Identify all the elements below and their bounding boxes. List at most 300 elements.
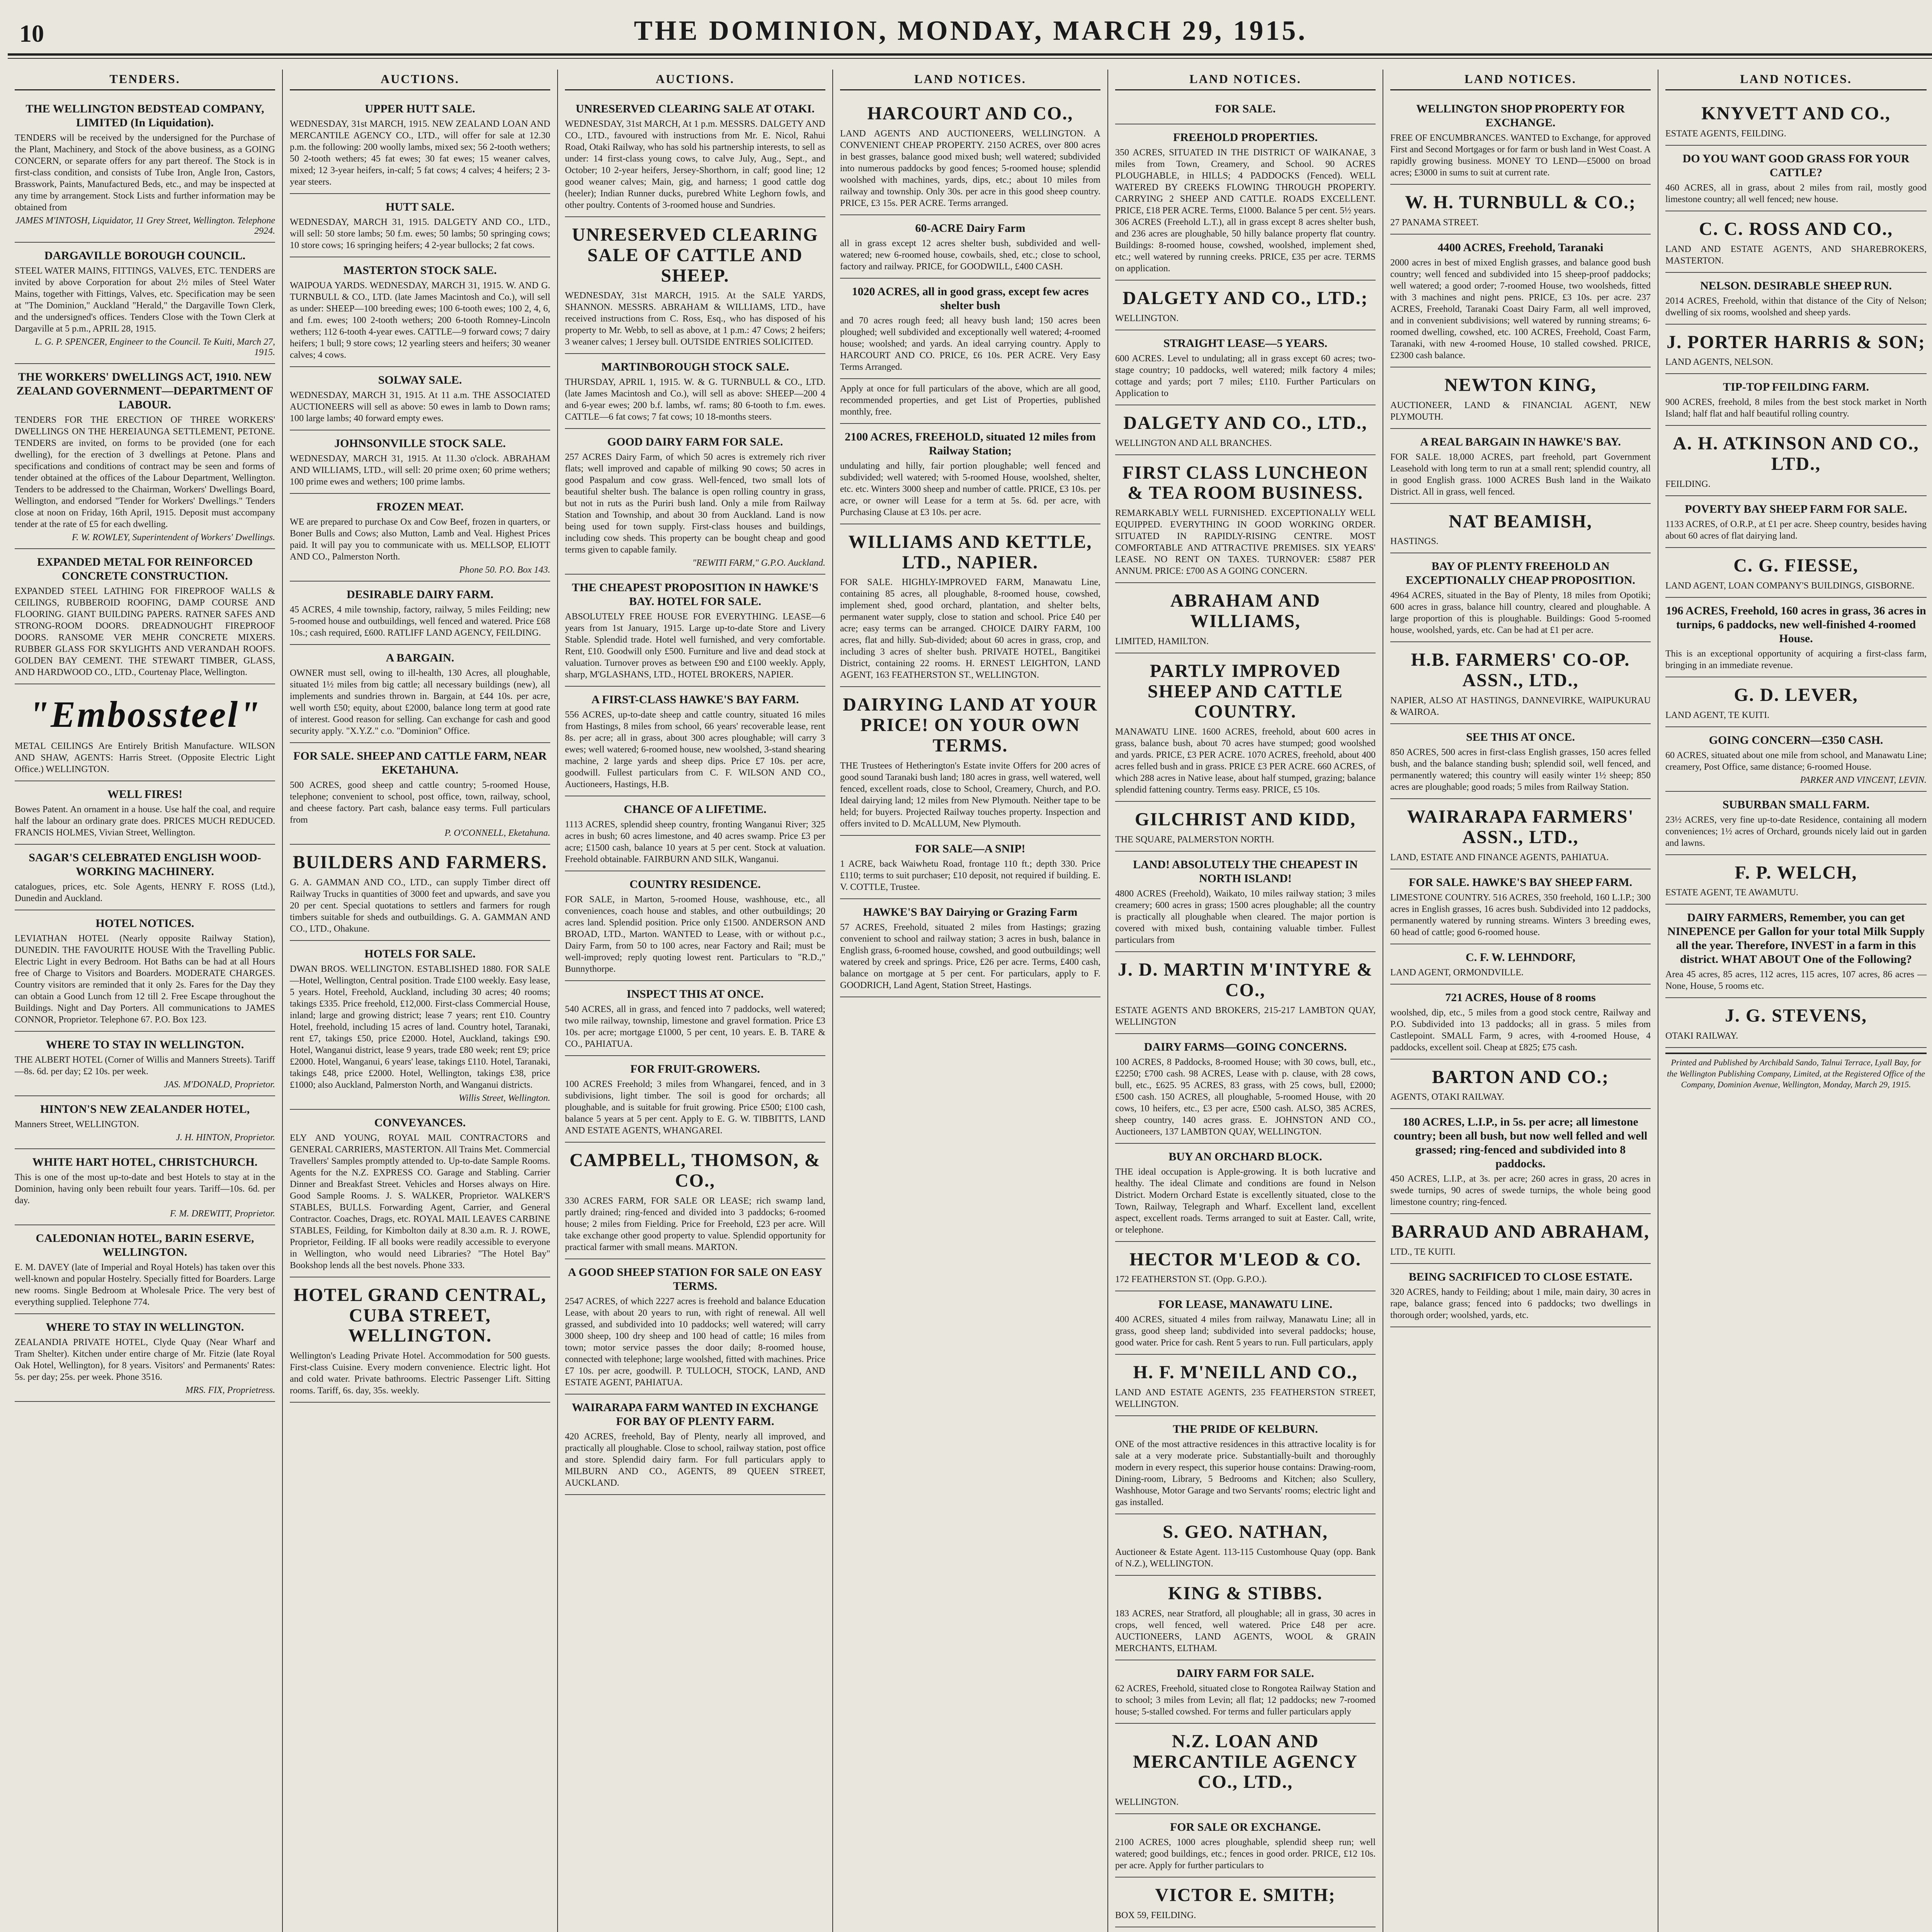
ad-title: GOING CONCERN—£350 CASH. bbox=[1709, 733, 1883, 747]
advertisement bbox=[290, 367, 550, 430]
ad-title: FOR SALE—A SNIP! bbox=[915, 842, 1026, 855]
ad-body: 45 ACRES, 4 mile township, factory, railway, 5 miles Feilding; new 5-roomed house and outbuildings, well fenced and watered. Price £68 10s.; cash required, £600. RATLIFF LAND AGENCY, FEILDING. bbox=[290, 605, 550, 638]
advertisement bbox=[1115, 583, 1376, 653]
ad-signature: JAMES M'INTOSH, Liquidator, 11 Grey Street, Wellington. Telephone 2924. bbox=[15, 216, 275, 236]
column-heading: LAND NOTICES. bbox=[1390, 70, 1651, 90]
advertisement bbox=[1115, 952, 1376, 1034]
advertisement bbox=[15, 549, 275, 684]
advertisement bbox=[15, 1225, 275, 1314]
advertisement bbox=[290, 845, 550, 941]
advertisement bbox=[1665, 998, 1927, 1048]
advertisement bbox=[1115, 1514, 1376, 1576]
ad-title: DAIRYING LAND AT YOUR PRICE! ON YOUR OWN TERMS. bbox=[843, 694, 1098, 756]
ad-title: FROZEN MEAT. bbox=[376, 500, 464, 513]
ad-title: WAIRARAPA FARMERS' ASSN., LTD., bbox=[1407, 806, 1634, 847]
ad-title: BAY OF PLENTY FREEHOLD AN EXCEPTIONALLY CHEAP PROPOSITION. bbox=[1406, 560, 1635, 587]
ad-body: 27 PANAMA STREET. bbox=[1390, 217, 1479, 228]
ad-body: THE ideal occupation is Apple-growing. It is both lucrative and healthy. The ideal Climate and conditions are found in Nelson District. Modern Orchard Estate is excellently situated, close to the Town, Railway, Telegraph and Wharf. Excellent land, excellent aspect, excellent roads. Terms arranged to suit at Easter. Call, write, or telephone. bbox=[1115, 1167, 1376, 1235]
ad-body: OTAKI RAILWAY. bbox=[1665, 1031, 1738, 1041]
advertisement bbox=[840, 279, 1100, 379]
ad-title: BUILDERS AND FARMERS. bbox=[293, 852, 548, 872]
ad-title: WHITE HART HOTEL, CHRISTCHURCH. bbox=[32, 1156, 258, 1168]
ad-body: WEDNESDAY, 31st MARCH, 1915. NEW ZEALAND LOAN AND MERCANTILE AGENCY CO., LTD., will offer for sale at 12.30 p.m. the following: 200 woolly lambs, mixed sex; 56 2-tooth wethers; 50 2-tooth wethers; 45 fat ewes; 30 fat ewes; 15 weaner calves, mixed; 12 3-year heifers, in-calf; 5 fat cows; 4 calves; 4 heifers; 2 3-year steers. bbox=[290, 119, 550, 187]
advertisement bbox=[565, 1259, 825, 1395]
ad-title: C. C. ROSS AND CO., bbox=[1699, 218, 1893, 239]
ad-title: UPPER HUTT SALE. bbox=[365, 102, 475, 115]
ad-title: H.B. FARMERS' CO-OP. ASSN., LTD., bbox=[1411, 650, 1630, 691]
advertisement bbox=[1390, 504, 1651, 554]
advertisement bbox=[15, 1314, 275, 1402]
ad-body: Apply at once for full particulars of the above, which are all good, recommended properties, and get List of Properties, published monthly, free. bbox=[840, 383, 1100, 417]
ad-body: E. M. DAVEY (late of Imperial and Royal Hotels) has taken over this well-known and popular Hostelry. Specially fitted for Boarders. Large new rooms. Single Bedroom at Wholesale Price. The very best of everything supplied. Telephone 774. bbox=[15, 1262, 275, 1307]
ad-title: FOR FRUIT-GROWERS. bbox=[630, 1063, 760, 1076]
column-heading: AUCTIONS. bbox=[565, 70, 825, 90]
ad-title: CAMPBELL, THOMSON, & CO., bbox=[570, 1150, 821, 1191]
advertisement bbox=[1115, 1814, 1376, 1878]
ad-body: Area 45 acres, 85 acres, 112 acres, 115 acres, 107 acres, 86 acres — None, House, 5 rooms etc. bbox=[1665, 969, 1927, 992]
ad-title: DARGAVILLE BOROUGH COUNCIL. bbox=[44, 249, 246, 262]
ad-signature: MRS. FIX, Proprietress. bbox=[185, 1385, 275, 1395]
ad-body: G. A. GAMMAN AND CO., LTD., can supply Timber direct off Railway Trucks in quantities of 3000 feet and upwards, and save you 20 per cent. Special quotations to settlers and farmers for rough timbers suitable for sheds and outbuildings. G. A. GAMMAN AND CO., LTD., Ohakune. bbox=[290, 877, 550, 934]
advertisement bbox=[1665, 496, 1927, 548]
ad-body: LAND AGENT, TE KUITI. bbox=[1665, 710, 1770, 720]
ad-body: LAND AND ESTATE AGENTS, 235 FEATHERSTON STREET, WELLINGTON. bbox=[1115, 1388, 1376, 1410]
ad-title: LAND! ABSOLUTELY THE CHEAPEST IN NORTH ISLAND! bbox=[1133, 858, 1358, 885]
ad-title: BARTON AND CO.; bbox=[1432, 1066, 1609, 1087]
advertisement bbox=[290, 1110, 550, 1277]
ad-body: undulating and hilly, fair portion ploughable; well fenced and subdivided; well watered; with 5-roomed House, woolshed, shelter, etc. etc. Winters 3000 sheep and number of cattle. PRICE, £3 10s. per acre, or owner will Lease for a term at 5s. 6d. per acre, with Purchasing Clause at £3 10s. per acre. bbox=[840, 461, 1100, 517]
advertisement bbox=[290, 257, 550, 367]
advertisement bbox=[565, 981, 825, 1056]
column-heading: AUCTIONS. bbox=[290, 70, 550, 90]
advertisement bbox=[565, 429, 825, 575]
ad-body: DWAN BROS. WELLINGTON. ESTABLISHED 1880. FOR SALE—Hotel, Wellington, Central position. Trade £100 weekly. Easy lease, 5 years. Hotel, Freehold, Auckland, including 30 acres; 40 rooms; takings £335. Price freehold, £12,000. First-class Commercial House, inland; large and growing district; lease 7 years; rent £10. Country Hotel, freehold, including 15 acres of land. Country hotel, Taranaki, rent £7, takings £50, price £2000. Hotel, Auckland, takings £90. Hotel, Wanganui district, lease 9 years, trade £80 week; rent £9; price £2000. Hotel, Wanganui, 6 years' lease, takings £110. Hotel, Taranaki, takings £48, price £2000. Hotel, Wellington, takings £38, price £1000; also Auckland, Palmerston North, and Wanganui districts. bbox=[290, 964, 550, 1090]
advertisement bbox=[15, 845, 275, 910]
ad-body: WEDNESDAY, MARCH 31, 1915. DALGETY AND CO., LTD., will sell: 50 store lambs; 50 f.m. ewes; 50 lambs; 50 springing cows; 10 store cows; 16 springing heifers; 4 2-year bullocks; 2 fat cows. bbox=[290, 217, 550, 250]
advertisement bbox=[1390, 429, 1651, 504]
ad-title: HOTEL NOTICES. bbox=[95, 917, 194, 930]
advertisement bbox=[1390, 185, 1651, 235]
advertisement bbox=[15, 781, 275, 845]
ad-body: FOR SALE, in Marton, 5-roomed House, washhouse, etc., all conveniences, coach house and stables, and other outbuildings; 20 acres land. Splendid position. Price only £1500. ANDERSON AND BROAD, LTD., Marton. WANTED to Lease, with or without p.c., Dairy Farm, from 50 to 100 acres, near Factory and Rail; must be well-improved; reply quoting lowest rent. Particulars to "R.D.," Bunnythorpe. bbox=[565, 895, 825, 975]
advertisement bbox=[1665, 598, 1927, 677]
ad-title: 4400 ACRES, Freehold, Taranaki bbox=[1437, 241, 1604, 254]
advertisement bbox=[565, 217, 825, 354]
ad-title: NAT BEAMISH, bbox=[1449, 511, 1592, 532]
ad-body: WE are prepared to purchase Ox and Cow Beef, frozen in quarters, or Boner Bulls and Cows; also Mutton, Lamb and Veal. Highest Prices paid. It will pay you to communicate with us. MELLSOP, ELIOTT AND CO., Palmerston North. bbox=[290, 517, 550, 562]
advertisement bbox=[1665, 211, 1927, 273]
ad-title: KING & STIBBS. bbox=[1168, 1583, 1323, 1604]
ad-title: WILLIAMS AND KETTLE, LTD., NAPIER. bbox=[848, 531, 1092, 573]
ad-title: WELLINGTON SHOP PROPERTY FOR EXCHANGE. bbox=[1416, 102, 1625, 129]
advertisement bbox=[1665, 792, 1927, 855]
ad-body: 600 ACRES. Level to undulating; all in grass except 60 acres; two-stage country; 10 paddocks, well watered; milk factory 4 miles; cottage and yards; port 7 miles; £110. Further Particulars on Application to bbox=[1115, 353, 1376, 398]
ad-title: HOTEL GRAND CENTRAL, CUBA STREET, WELLINGTON. bbox=[293, 1284, 547, 1346]
advertisement bbox=[565, 354, 825, 429]
advertisement bbox=[840, 424, 1100, 524]
ad-body: WEDNESDAY, MARCH 31, 1915. At 11.30 o'clock. ABRAHAM AND WILLIAMS, LTD., will sell: 20 prime oxen; 60 prime wethers; 100 prime ewes and wethers; 100 prime lambs. bbox=[290, 454, 550, 487]
column-heading: LAND NOTICES. bbox=[840, 70, 1100, 90]
ad-title: 721 ACRES, House of 8 rooms bbox=[1445, 991, 1596, 1004]
advertisement bbox=[1665, 548, 1927, 598]
ad-body: 450 ACRES, L.I.P., at 3s. per acre; 260 acres in grass, 20 acres in swede turnips, 90 acres of swede turnips, the whole being good limestone country; ring-fenced. bbox=[1390, 1174, 1651, 1208]
ad-body: 172 FEATHERSTON ST. (Opp. G.P.O.). bbox=[1115, 1274, 1267, 1285]
ad-body: 400 ACRES, situated 4 miles from railway, Manawatu Line; all in grass, good sheep land; subdivided into several paddocks; house, good water. Price for cash. Rent 5 years to run. Full particulars, apply bbox=[1115, 1315, 1376, 1348]
advertisement bbox=[1115, 405, 1376, 455]
ad-title: FOR LEASE, MANAWATU LINE. bbox=[1158, 1298, 1333, 1311]
advertisement bbox=[840, 836, 1100, 899]
ad-title: J. PORTER HARRIS & SON; bbox=[1667, 332, 1925, 352]
ad-body: WELLINGTON AND ALL BRANCHES. bbox=[1115, 438, 1272, 448]
ad-title: WELL FIRES! bbox=[107, 788, 183, 801]
ad-title: S. GEO. NATHAN, bbox=[1163, 1522, 1328, 1543]
advertisement bbox=[15, 243, 275, 364]
ad-body: TENDERS FOR THE ERECTION OF THREE WORKERS' DWELLINGS ON THE HEREIAUNGA SETTLEMENT, PETONE. TENDERS are invited, on forms to be provided (one for each dwelling), for the erection of 3 dwellings at Petone. Plans and specifications and conditions of contract may be seen and forms of tender obtained at the offices of the Labour Department, Wellington. Tenders to be addressed to the Chairman, Workers' Dwellings Board, Wellington, and endorsed "Tender for Workers' Dwellings." Tenders close at noon on Friday, 16th April, 1915. Deposit must accompany tender at the rate of £5 for each dwelling. bbox=[15, 415, 275, 529]
ad-body: AGENTS, OTAKI RAILWAY. bbox=[1390, 1092, 1504, 1102]
advertisement bbox=[1390, 1264, 1651, 1327]
ad-title: CALEDONIAN HOTEL, BARIN ESERVE, WELLINGTON. bbox=[36, 1232, 254, 1259]
advertisement bbox=[15, 684, 275, 781]
ad-title: WHERE TO STAY IN WELLINGTON. bbox=[46, 1038, 244, 1051]
ad-title: FIRST CLASS LUNCHEON & TEA ROOM BUSINESS. bbox=[1122, 462, 1369, 503]
ad-body: 100 ACRES Freehold; 3 miles from Whangarei, fenced, and in 3 subdivisions, light timber. The soil is good for orchards; all ploughable, and is suitable for fruit growing. Price £500; £100 cash, balance 5 years at 5 per cent. Apply to E. G. W. TIBBITTS, LAND AND ESTATE AGENTS, WHANGAREI. bbox=[565, 1079, 825, 1136]
ad-body: LAND AGENT, ORMONDVILLE. bbox=[1390, 967, 1524, 978]
ad-body: 540 ACRES, all in grass, and fenced into 7 paddocks, well watered; two mile railway, township, limestone and gravel formation. Price £3 10s. per acre; mortgage £1000, 5 per cent, 10 years. E. B. TARE & CO., PAHIATUA. bbox=[565, 1004, 825, 1049]
advertisement bbox=[1665, 426, 1927, 496]
ad-title: THE PRIDE OF KELBURN. bbox=[1173, 1423, 1318, 1436]
ad-title: C. F. W. LEHNDORF, bbox=[1466, 951, 1575, 964]
advertisement bbox=[1665, 727, 1927, 792]
ad-signature: F. W. ROWLEY, Superintendent of Workers' Dwellings. bbox=[71, 532, 275, 543]
ad-title: N.Z. LOAN AND MERCANTILE AGENCY CO., LTD., bbox=[1133, 1731, 1358, 1793]
advertisement bbox=[290, 941, 550, 1110]
advertisement bbox=[15, 1096, 275, 1149]
ad-body: 320 ACRES, handy to Feilding; about 1 mile, main dairy, 30 acres in rape, balance grass; fenced into 6 paddocks; two dwellings in thorough order; woolshed, yards, etc. bbox=[1390, 1287, 1651, 1321]
advertisement bbox=[1390, 799, 1651, 869]
ad-title: HOTELS FOR SALE. bbox=[364, 947, 476, 960]
advertisement bbox=[1665, 273, 1927, 325]
masthead-rule bbox=[8, 58, 1932, 59]
ad-title: 196 ACRES, Freehold, 160 acres in grass, 36 acres in turnips, 6 paddocks, new well-finished 4-roomed House. bbox=[1666, 604, 1926, 645]
advertisement bbox=[15, 96, 275, 243]
ad-signature: JAS. M'DONALD, Proprietor. bbox=[164, 1080, 275, 1090]
advertisement bbox=[1115, 1355, 1376, 1416]
advertisement bbox=[290, 96, 550, 194]
ad-title: NELSON. DESIRABLE SHEEP RUN. bbox=[1700, 279, 1892, 292]
page-number: 10 bbox=[19, 20, 44, 47]
ad-body: LAND AGENTS, NELSON. bbox=[1665, 357, 1773, 367]
ad-title: BEING SACRIFICED TO CLOSE ESTATE. bbox=[1408, 1270, 1633, 1284]
ad-body: METAL CEILINGS Are Entirely British Manufacture. WILSON AND SHAW, AGENTS: Harris Street. (Opposite Electric Light Office.) WELLINGTON. bbox=[15, 741, 275, 774]
ad-body: 1133 ACRES, of O.R.P., at £1 per acre. Sheep country, besides having about 60 acres of flat dairying land. bbox=[1665, 519, 1927, 541]
ad-body: 556 ACRES, up-to-date sheep and cattle country, situated 16 miles from Hastings, 8 miles from school, 66 years' recoverable lease, rent 8s. per acre; all in grass, about 300 acres ploughable; will carry 3 ewes; well watered; 6-roomed house, new woolshed, 3-stand shearing machine, 2 large yards and sheep dips. Price £7 10s. per acre, goodwill. Fullest particulars from C. F. WILSON AND CO., Auctioneers, Hastings, H.B. bbox=[565, 710, 825, 790]
ad-body: 183 ACRES, near Stratford, all ploughable; all in grass, 30 acres in crops, well fenced, well watered. Price £48 per acre. AUCTIONEERS, LAND AGENTS, WOOL & GRAIN MERCHANTS, ELTHAM. bbox=[1115, 1608, 1376, 1653]
advertisement bbox=[1390, 642, 1651, 724]
ad-body: LIMITED, HAMILTON. bbox=[1115, 636, 1209, 646]
ad-body: 257 ACRES Dairy Farm, of which 50 acres is extremely rich river flats; well improved and capable of milking 90 cows; 50 acres in good Paspalum and cow grass. Well-fenced, two small lots of beautiful shelter bush. The balance is open rolling country in grass, but not in ruts as the Puriri bush land. Only a mile from Railway Station and Township, and about 30 from Auckland. Land is now being used for town supply. First-class houses and buildings, including cow sheds. This property can be bought cheap and good terms given to capable family. bbox=[565, 452, 825, 555]
advertisement bbox=[1115, 1878, 1376, 1927]
ad-title: WAIRARAPA FARM WANTED IN EXCHANGE FOR BAY OF PLENTY FARM. bbox=[571, 1401, 819, 1428]
ad-body: BOX 59, FEILDING. bbox=[1115, 1910, 1196, 1920]
advertisement bbox=[565, 796, 825, 871]
ad-title: 180 ACRES, L.I.P., in 5s. per acre; all limestone country; been all bush, but now well felled and well grassed; ring-fenced and subdivided into 8 paddocks. bbox=[1393, 1116, 1648, 1170]
ad-body: 460 ACRES, all in grass, about 2 miles from rail, mostly good limestone country; all well fenced; new house. bbox=[1665, 182, 1927, 204]
ad-body: FEILDING. bbox=[1665, 479, 1711, 489]
ad-title: F. P. WELCH, bbox=[1735, 862, 1857, 883]
ad-body: 2014 ACRES, Freehold, within that distance of the City of Nelson; dwelling of six rooms, woolshed and sheep yards. bbox=[1665, 296, 1927, 318]
ad-signature: PARKER AND VINCENT, LEVIN. bbox=[1800, 775, 1927, 785]
ad-title: C. G. FIESSE, bbox=[1733, 555, 1859, 576]
ad-title: DESIRABLE DAIRY FARM. bbox=[347, 588, 493, 601]
advertisement bbox=[840, 96, 1100, 215]
advertisement bbox=[290, 494, 550, 582]
ad-body: This is one of the most up-to-date and best Hotels to stay at in the Dominion, having only been rebuilt four years. Tariff—10s. 6d. per day. bbox=[15, 1172, 275, 1206]
column-heading: TENDERS. bbox=[15, 70, 275, 90]
ad-body: and 70 acres rough feed; all heavy bush land; 150 acres been ploughed; well subdivided and exceptionally well watered; 4-roomed house; woolshed; and yards. An ideal carrying country. Apply to HARCOURT AND CO. PRICE, £6 10s. PER ACRE. Very Easy Terms Arranged. bbox=[840, 315, 1100, 372]
ad-signature: Phone 50. P.O. Box 143. bbox=[459, 565, 550, 575]
ad-title: FOR SALE. SHEEP AND CATTLE FARM, NEAR EKETAHUNA. bbox=[293, 750, 547, 776]
ad-body: 1 ACRE, back Waiwhetu Road, frontage 110 ft.; depth 330. Price £110; terms to suit purchaser; £10 deposit, not required if building. E. V. COTTLE, Trustee. bbox=[840, 859, 1100, 892]
ad-body: 60 ACRES, situated about one mile from school, and Manawatu Line; creamery, Post Office, same distance; 6-roomed House. bbox=[1665, 750, 1927, 772]
ad-body: THURSDAY, APRIL 1, 1915. W. & G. TURNBULL & CO., LTD. (late James Macintosh and Co.), will sell as above: SHEEP—200 4 and 6-year ewes; 200 b.f. lambs, wf. rams; 80 6-tooth to f.m. ewes. CATTLE—6 fat cows; 7 fat cows; 10 18-months steers. bbox=[565, 377, 825, 422]
ad-title: SEE THIS AT ONCE. bbox=[1466, 730, 1575, 743]
ad-title: J. G. STEVENS, bbox=[1725, 1005, 1867, 1026]
advertisement bbox=[1390, 724, 1651, 799]
ad-body: AUCTIONEER, LAND & FINANCIAL AGENT, NEW PLYMOUTH. bbox=[1390, 400, 1651, 422]
ad-title: EXPANDED METAL FOR REINFORCED CONCRETE CONSTRUCTION. bbox=[37, 556, 253, 582]
ad-signature: L. G. P. SPENCER, Engineer to the Council. Te Kuiti, March 27, 1915. bbox=[35, 337, 275, 357]
page-title: THE DOMINION, MONDAY, MARCH 29, 1915. bbox=[634, 15, 1308, 46]
ad-title: J. D. MARTIN M'INTYRE & CO., bbox=[1117, 959, 1373, 1000]
column-2 bbox=[283, 70, 558, 1932]
ad-body: FOR SALE. 18,000 ACRES, part freehold, part Government Leasehold with long term to run at a small rent; splendid country, all in good English grass. 1000 ACRES Bush land in the Waikato District. All in grass, well fenced. bbox=[1390, 452, 1651, 497]
ad-title: KNYVETT AND CO., bbox=[1701, 103, 1891, 124]
ad-body: 900 ACRES, freehold, 8 miles from the best stock market in North Island; half flat and half beautiful rolling country. bbox=[1665, 397, 1927, 419]
ad-title: DAIRY FARMERS, Remember, you can get NINEPENCE per Gallon for your total Milk Supply all the year. Therefore, INVEST in a farm in this district. WHAT ABOUT One of the Following? bbox=[1667, 911, 1925, 966]
ad-body: ESTATE AGENTS AND BROKERS, 215-217 LAMBTON QUAY, WELLINGTON bbox=[1115, 1005, 1376, 1027]
advertisement bbox=[1115, 1416, 1376, 1514]
ad-title: SUBURBAN SMALL FARM. bbox=[1722, 798, 1870, 811]
advertisement bbox=[1390, 1109, 1651, 1214]
ad-body: THE ALBERT HOTEL (Corner of Willis and Manners Streets). Tariff—8s. 6d. per day; £2 10s. per week. bbox=[15, 1055, 275, 1077]
ad-body: woolshed, dip, etc., 5 miles from a good stock centre, Railway and P.O. Subdivided into 13 paddocks; all in grass. 5 miles from Castlepoint. SMALL Farm, 9 acres, with 4-roomed House, 4 paddocks, excellent soil. Cheap at £825; £75 cash. bbox=[1390, 1007, 1651, 1053]
ad-body: EXPANDED STEEL LATHING FOR FIREPROOF WALLS & CEILINGS, RUBBEROID ROOFING, DAMP COURSE AND FLOORING. GIANT BUILDING PAPERS. RATNER SAFES AND STRONG-ROOM DOORS. DREADNOUGHT FIREPROOF DOORS. RANSOME VER MEHR CONCRETE MIXERS. RUBBER GLASS FOR SKYLIGHTS AND VERANDAH ROOFS. GOLDEN BAY CEMENT. THE STEWART TIMBER, GLASS, AND HARDWOOD CO., LTD., Courtenay Place, Wellington. bbox=[15, 586, 275, 677]
masthead bbox=[8, 8, 1932, 56]
advertisement bbox=[565, 96, 825, 217]
ad-title: FOR SALE OR EXCHANGE. bbox=[1170, 1821, 1321, 1834]
ad-body: THE SQUARE, PALMERSTON NORTH. bbox=[1115, 834, 1274, 845]
advertisement bbox=[1665, 905, 1927, 998]
advertisement bbox=[15, 910, 275, 1032]
column-3 bbox=[558, 70, 833, 1932]
advertisement bbox=[1115, 1576, 1376, 1660]
ad-title: SOLWAY SALE. bbox=[378, 374, 462, 386]
advertisement bbox=[1390, 553, 1651, 642]
column-4 bbox=[833, 70, 1108, 1932]
ad-body: 23½ ACRES, very fine up-to-date Residence, containing all modern conveniences; 1½ acres of Orchard, grounds nicely laid out in garden and lawns. bbox=[1665, 815, 1927, 848]
ad-body: 2547 ACRES, of which 2227 acres is freehold and balance Education Lease, with about 20 years to run, with right of renewal. All well grassed, and subdivided into 10 paddocks; well watered; will carry 3000 sheep, 100 dry sheep and 100 head of cattle; 16 miles from town; motor service passes the door daily; 8-roomed house, connected with telephone; large woolshed, fitted with machines. Price £7 10s. per acre, goodwill. P. TULLOCH, STOCK, LAND, AND ESTATE AGENT, PAHIATUA. bbox=[565, 1296, 825, 1388]
ad-body: TENDERS will be received by the undersigned for the Purchase of the Plant, Machinery, and Stock of the above business, as a GOING CONCERN, or separate offers for any part thereof. The Stock is in first-class condition, and consists of Tube Iron, Angle Iron, Castors, Brasswork, Paints, Manufactured Beds, etc., and may be inspected at any time by arrangement. Stock Lists and further information may be obtained from bbox=[15, 133, 275, 213]
ad-title: GILCHRIST AND KIDD, bbox=[1135, 809, 1356, 830]
ad-body: 57 ACRES, Freehold, situated 2 miles from Hastings; grazing convenient to school and railway station; 3 acres in bush, balance in English grass, 6-roomed house, cowshed, and good outbuildings; well watered by creek and springs. Price, £26 per acre. Terms, £400 cash, balance on mortgage at 5 per cent. For particulars, apply to F. GOODRICH, Land Agent, Station Street, Hastings. bbox=[840, 922, 1100, 990]
column-6 bbox=[1383, 70, 1658, 1932]
advertisement bbox=[1390, 1060, 1651, 1109]
ad-title: JOHNSONVILLE STOCK SALE. bbox=[334, 437, 506, 450]
ad-body: Bowes Patent. An ornament in a house. Use half the coal, and require half the labour an ordinary grate does. PRICES MUCH REDUCED. FRANCIS HOLMES, Vivian Street, Wellington. bbox=[15, 804, 275, 838]
ad-title: FREEHOLD PROPERTIES. bbox=[1173, 131, 1318, 144]
advertisement bbox=[290, 582, 550, 645]
advertisement bbox=[1115, 281, 1376, 330]
ad-signature: Willis Street, Wellington. bbox=[459, 1093, 550, 1103]
ad-body: This is an exceptional opportunity of acquiring a first-class farm, bringing in an immediate revenue. bbox=[1665, 648, 1927, 670]
advertisement bbox=[1115, 852, 1376, 952]
ad-body: 2100 ACRES, 1000 acres ploughable, splendid sheep run; well watered; good buildings, etc.; fences in good order. PRICE, £12 10s. per acre. Apply for further particulars to bbox=[1115, 1837, 1376, 1871]
ad-title: A GOOD SHEEP STATION FOR SALE ON EASY TERMS. bbox=[568, 1265, 823, 1293]
advertisement bbox=[565, 871, 825, 981]
ad-body: FREE OF ENCUMBRANCES. WANTED to Exchange, for approved First and Second Mortgages or for farm or bush land in West Coast. A rapidly growing business. MONEY TO LEND—£5000 on broad acres; £3000 in sums to suit at current rate. bbox=[1390, 133, 1651, 178]
ad-title: DALGETY AND CO., LTD.; bbox=[1122, 288, 1368, 308]
ad-body: LAND AND ESTATE AGENTS, AND SHAREBROKERS, MASTERTON. bbox=[1665, 244, 1927, 266]
ad-body: REMARKABLY WELL FURNISHED. EXCEPTIONALLY WELL EQUIPPED. EVERYTHING IN GOOD WORKING ORDER. SITUATED IN RAPIDLY-RISING CENTRE. MOST COMFORTABLE AND ATTRACTIVE PREMISES. SIX YEARS' LEASE. NO RENT ON TAXES. TURNOVER: £5887 PER ANNUM. PRICE: £700 AS A GOING CONCERN. bbox=[1115, 508, 1376, 577]
advertisement bbox=[1390, 1214, 1651, 1264]
ad-title: INSPECT THIS AT ONCE. bbox=[626, 988, 764, 1001]
advertisement bbox=[1390, 96, 1651, 185]
ad-title: THE WORKERS' DWELLINGS ACT, 1910. NEW ZEALAND GOVERNMENT—DEPARTMENT OF LABOUR. bbox=[16, 371, 274, 411]
ad-title: MASTERTON STOCK SALE. bbox=[343, 264, 497, 277]
advertisement bbox=[840, 379, 1100, 424]
ad-body: ELY AND YOUNG, ROYAL MAIL CONTRACTORS and GENERAL CARRIERS, MASTERTON. All Trains Met. Commercial Travellers' Samples promptly attended to. Up-to-date Sample Rooms. Agents for the N.Z. EXPRESS CO. Garage and Stabling. Carrier Dinner and Breakfast Street. Vehicles and Horses always on Hire. Good Sample Rooms. J. S. WALKER, Proprietor. WALKER'S STABLES, BULLS. Forwarding Agent, Carrier, and General Contractor. Coaches, Drags, etc. ROYAL MAIL LEAVES CARBINE STABLES, Feilding, for Kimbolton daily at 8.30 a.m. R. J. ROWE, Proprietor, Feilding. IF all books were readily accessible to everyone in Wellington, who would need Libraries? "The Hotel Bay" Bookshop lends all the best novels. Phone 333. bbox=[290, 1133, 550, 1270]
ad-title: 1020 ACRES, all in good grass, except few acres shelter bush bbox=[852, 285, 1089, 312]
ad-body: 4800 ACRES (Freehold), Waikato, 10 miles railway station; 3 miles creamery; 600 acres in grass; 1500 acres ploughable; all the country is practically all ploughable when cleared. The major portion is covered with mixed bush, containing valuable timber. Fullest particulars from bbox=[1115, 888, 1376, 945]
ad-body: LIMESTONE COUNTRY. 516 ACRES, 350 freehold, 160 L.I.P.; 300 acres in English grasses, 16 acres bush. Subdivided into 12 paddocks, permanently watered by running streams. Winters 3 breeding ewes, 60 head of cattle; good 6-roomed house. bbox=[1390, 892, 1651, 937]
column-heading: LAND NOTICES. bbox=[1115, 70, 1376, 90]
ad-body: Manners Street, WELLINGTON. bbox=[15, 1119, 139, 1129]
ad-title: UNRESERVED CLEARING SALE AT OTAKI. bbox=[575, 102, 815, 115]
advertisement bbox=[1115, 1724, 1376, 1814]
advertisement bbox=[1665, 96, 1927, 146]
ad-title: TIP-TOP FEILDING FARM. bbox=[1723, 381, 1869, 394]
ad-title: ABRAHAM AND WILLIAMS, bbox=[1170, 590, 1321, 631]
advertisement bbox=[840, 215, 1100, 279]
ad-body: WEDNESDAY, MARCH 31, 1915. At 11 a.m. THE ASSOCIATED AUCTIONEERS will sell as above: 50 ewes in lamb to Down rams; 100 large lambs; 40 forward empty ewes. bbox=[290, 390, 550, 423]
ad-body: ESTATE AGENT, TE AWAMUTU. bbox=[1665, 888, 1798, 898]
advertisement bbox=[1115, 124, 1376, 281]
advertisement bbox=[565, 1056, 825, 1143]
ad-title: CHANCE OF A LIFETIME. bbox=[624, 803, 767, 816]
ad-body: LAND, ESTATE AND FINANCE AGENTS, PAHIATUA. bbox=[1390, 852, 1609, 862]
ad-body: LAND AGENTS AND AUCTIONEERS, WELLINGTON. A CONVENIENT CHEAP PROPERTY. 2150 ACRES, over 800 acres in best grasses, balance good mixed bush; well watered; subdivided into numerous paddocks by good fences; 5-roomed house; splendid woolshed with machines, yards, dips, etc.; about 10 miles from railway and township. Only 30s. per acre in this good sheep country. PRICE, £3 15s. PER ACRE. Terms arranged. bbox=[840, 128, 1100, 208]
advertisement bbox=[1115, 455, 1376, 583]
ad-title: HUTT SALE. bbox=[386, 201, 454, 213]
ad-title: NEWTON KING, bbox=[1444, 374, 1597, 395]
advertisement bbox=[1115, 1291, 1376, 1355]
ad-body: Auctioneer & Estate Agent. 113-115 Customhouse Quay (opp. Bank of N.Z.), WELLINGTON. bbox=[1115, 1547, 1376, 1569]
advertisement bbox=[15, 1149, 275, 1225]
ad-title: G. D. LEVER, bbox=[1734, 684, 1858, 705]
advertisement bbox=[1115, 1660, 1376, 1724]
advertisement bbox=[840, 687, 1100, 835]
ad-title: HARCOURT AND CO., bbox=[867, 103, 1073, 124]
ad-title: GOOD DAIRY FARM FOR SALE. bbox=[607, 435, 783, 449]
ad-title: THE CHEAPEST PROPOSITION IN HAWKE'S BAY. HOTEL FOR SALE. bbox=[572, 581, 818, 608]
advertisement bbox=[840, 524, 1100, 687]
ad-body: OWNER must sell, owing to ill-health, 130 Acres, all ploughable, situated 1½ miles from big cattle; all necessary buildings (new), all implements and sundries thrown in. Bargain, at £44 10s. per acre, well worth £50; equity, about £2000, balance long term at good rate of interest. Good reason for selling. Can exchange for cash and good security apply. "X.Y.Z." c.o. "Dominion" Office. bbox=[290, 668, 550, 736]
advertisement bbox=[1665, 325, 1927, 374]
ad-body: FOR SALE. HIGHLY-IMPROVED FARM, Manawatu Line, containing 85 acres, all ploughable, 8-roomed house, cowshed, implement shed, good orchard, plantation, and shelter belts, permanent water supply, close to station and school. Price £40 per acre; easy terms can be arranged. CHOICE DAIRY FARM, 100 acres, flat and hilly. Sub-divided; about 60 acres in grass, crop, and including 3 acres of shelter bush. PRIVATE HOTEL, Bangitikei District, containing 22 rooms. H. ERNEST LEIGHTON, LAND AGENT, 163 FEATHERSTON ST., WELLINGTON. bbox=[840, 577, 1100, 680]
ad-title: FOR SALE. HAWKE'S BAY SHEEP FARM. bbox=[1408, 876, 1633, 889]
ad-title: PARTLY IMPROVED SHEEP AND CATTLE COUNTRY. bbox=[1148, 660, 1343, 722]
ad-body: STEEL WATER MAINS, FITTINGS, VALVES, ETC. TENDERS are invited by above Corporation for about 2½ miles of Steel Water Mains, together with Fittings, Valves, etc. Specification may be seen at "The Dominion," Auckland "Herald," the Dargaville Town Clerk, and the undersigned's offices. Tenders Close with the Town Clerk at Dargaville at 5 p.m., APRIL 28, 1915. bbox=[15, 266, 275, 334]
advertisement bbox=[290, 430, 550, 494]
ad-title: COUNTRY RESIDENCE. bbox=[629, 878, 761, 891]
advertisement bbox=[1665, 677, 1927, 727]
ad-body: ONE of the most attractive residences in this attractive locality is for sale at a very moderate price. Substantially-built and thoroughly modern in every respect, this superior house contains: Drawing-room, Dining-room, Library, 5 Bedrooms and Kitchen; also Scullery, Washhouse, Motor Garage and two Servants' rooms; electric light and gas installed. bbox=[1115, 1439, 1376, 1508]
ad-title: 60-ACRE Dairy Farm bbox=[915, 221, 1026, 235]
columns bbox=[8, 70, 1932, 1932]
column-1 bbox=[8, 70, 283, 1932]
ad-title: A REAL BARGAIN IN HAWKE'S BAY. bbox=[1420, 435, 1621, 448]
ad-signature: "REWITI FARM," G.P.O. Auckland. bbox=[692, 558, 825, 568]
ad-signature: F. M. DREWITT, Proprietor. bbox=[170, 1209, 275, 1219]
ad-body: ESTATE AGENTS, FEILDING. bbox=[1665, 128, 1786, 139]
ad-signature: P. O'CONNELL, Eketahuna. bbox=[444, 828, 550, 838]
ad-title: DO YOU WANT GOOD GRASS FOR YOUR CATTLE? bbox=[1682, 152, 1910, 179]
advertisement bbox=[1115, 1144, 1376, 1242]
advertisement bbox=[1115, 1034, 1376, 1144]
advertisement bbox=[15, 1032, 275, 1096]
advertisement bbox=[1115, 1242, 1376, 1292]
advertisement bbox=[1665, 146, 1927, 211]
newspaper-page bbox=[8, 8, 1932, 1932]
advertisement bbox=[1115, 653, 1376, 802]
ad-body: 4964 ACRES, situated in the Bay of Plenty, 18 miles from Opotiki; 600 acres in grass, balance hill country, cleared and ploughable. A large proportion of this is ploughable. Buildings: Good 5-roomed house, woolshed, yards, etc. Can be had at £1 per acre. bbox=[1390, 590, 1651, 636]
ad-title: 2100 ACRES, FREEHOLD, situated 12 miles from Railway Station; bbox=[845, 430, 1096, 457]
ad-title: DAIRY FARMS—GOING CONCERNS. bbox=[1144, 1040, 1347, 1053]
ad-body: all in grass except 12 acres shelter bush, subdivided and well-watered; new 6-roomed house, cowbails, shed, etc.; close to school, factory and railway. PRICE, for GOODWILL, £400 CASH. bbox=[840, 238, 1100, 272]
ad-body: 100 ACRES, 8 Paddocks, 8-roomed House; with 30 cows, bull, etc., £2250; £700 cash. 98 ACRES, Lease with p. clause, with 28 cows, bull, etc., £625. 95 ACRES, 83 grass, with 25 cows, bull, £2000; £500 cash. 150 ACRES, all ploughable, 5-roomed House, with 20 cows, 10 heifers, etc., £3 per acre, £500 cash. ALSO, 385 ACRES, sheep country, 140 acres grass. E. JOHNSTON AND CO., Auctioneers, 137 LAMBTON QUAY, WELLINGTON. bbox=[1115, 1057, 1376, 1137]
ad-body: 500 ACRES, good sheep and cattle country; 5-roomed House, telephone; convenient to school, post office, town, railway, school, and cheese factory. Part cash, balance easy terms. Full particulars from bbox=[290, 780, 550, 825]
advertisement bbox=[1115, 330, 1376, 405]
advertisement bbox=[290, 645, 550, 743]
ad-body: WELLINGTON. bbox=[1115, 1797, 1179, 1808]
ad-title: A FIRST-CLASS HAWKE'S BAY FARM. bbox=[591, 693, 799, 706]
ad-title: BUY AN ORCHARD BLOCK. bbox=[1168, 1150, 1322, 1163]
imprint-footer: Printed and Published by Archibald Sando, Talnui Terrace, Lyall Bay, for the Wellington Publishing Company, Limited, at the Registered Office of the Company, Dominion Avenue, Wellington, Monday, March 29, 1915. bbox=[1665, 1053, 1927, 1090]
advertisement bbox=[565, 687, 825, 796]
advertisement bbox=[290, 743, 550, 845]
ad-title: BARRAUD AND ABRAHAM, bbox=[1391, 1221, 1650, 1242]
advertisement bbox=[1115, 802, 1376, 852]
ad-title: H. F. M'NEILL AND CO., bbox=[1133, 1362, 1358, 1383]
ad-body: 62 ACRES, Freehold, situated close to Rongotea Railway Station and to school; 3 miles from Levin; all flat; 12 paddocks; new 7-roomed house; 5-stalled cowshed. For terms and fuller particulars apply bbox=[1115, 1683, 1376, 1717]
ad-body: NAPIER, ALSO AT HASTINGS, DANNEVIRKE, WAIPUKURAU & WAIROA. bbox=[1390, 695, 1651, 717]
ad-body: catalogues, prices, etc. Sole Agents, HENRY F. ROSS (Ltd.), Dunedin and Auckland. bbox=[15, 882, 275, 903]
ad-title: CONVEYANCES. bbox=[374, 1116, 466, 1129]
advertisement bbox=[1665, 855, 1927, 905]
ad-body: Wellington's Leading Private Hotel. Accommodation for 500 guests. First-class Cuisine. Every modern convenience. Electric light. Hot and cold water. Private bathrooms. Electric Passenger Lift. Sitting rooms. Tariff, 6s. day, 35s. weekly. bbox=[290, 1351, 550, 1396]
advertisement bbox=[1390, 235, 1651, 367]
advertisement bbox=[1115, 96, 1376, 124]
ad-title: WHERE TO STAY IN WELLINGTON. bbox=[46, 1321, 244, 1333]
ad-body: ZEALANDIA PRIVATE HOTEL, Clyde Quay (Near Wharf and Tram Shelter). Kitchen under entire charge of Mr. Fitzie (late Royal Oak Hotel, Wellington), for 8 years. Visitors' and Permanents' Rates: 5s. per day; 25s. per week. Phone 3516. bbox=[15, 1337, 275, 1382]
ad-title: HECTOR M'LEOD & CO. bbox=[1129, 1249, 1361, 1270]
ad-body: LAND AGENT, LOAN COMPANY'S BUILDINGS, GISBORNE. bbox=[1665, 580, 1915, 591]
ad-body: 2000 acres in best of mixed English grasses, and balance good bush country; well fenced and subdivided into 15 sheep-proof paddocks; well watered; a good order; 7-roomed House, two woolsheds, fitted with 3 machines and night pens. PRICE, £3 10s. per acre. 237 ACRES, Freehold, Taranaki Coast Dairy Farm, all well improved, and in convenient subdivisions; well watered by running streams; 6-roomed dwelling, cowshed, etc. 100 ACRES, Freehold, Coast Farm, Taranaki, with new 4-roomed House, 10 stalled cowshed. PRICE, £2300 cash balance. bbox=[1390, 257, 1651, 361]
advertisement bbox=[290, 194, 550, 257]
advertisement bbox=[1390, 985, 1651, 1060]
ad-body: WAIPOUA YARDS. WEDNESDAY, MARCH 31, 1915. W. AND G. TURNBULL & CO., LTD. (late James Macintosh and Co.), will sell as under: SHEEP—100 breeding ewes; 100 6-tooth ewes; 100 2, 4, 6, and f.m. ewes; 100 2-tooth wethers; 200 6-tooth Romney-Lincoln wethers; 112 6-tooth 4-year ewes. CATTLE—9 forward cows; 7 dairy heifers; 1 bull; 9 store cows; 12 yearling steers and heifers; 30 weaner calves; 4 cows. bbox=[290, 281, 550, 360]
ad-body: 1113 ACRES, splendid sheep country, fronting Wanganui River; 325 acres in bush; 60 acres limestone, and 40 acres swamp. Price £3 per acre; £1500 cash, balance 10 years at 5 per cent. Stock at valuation. Freehold obtainable. FAIRBURN AND SILK, Wanganui. bbox=[565, 820, 825, 865]
